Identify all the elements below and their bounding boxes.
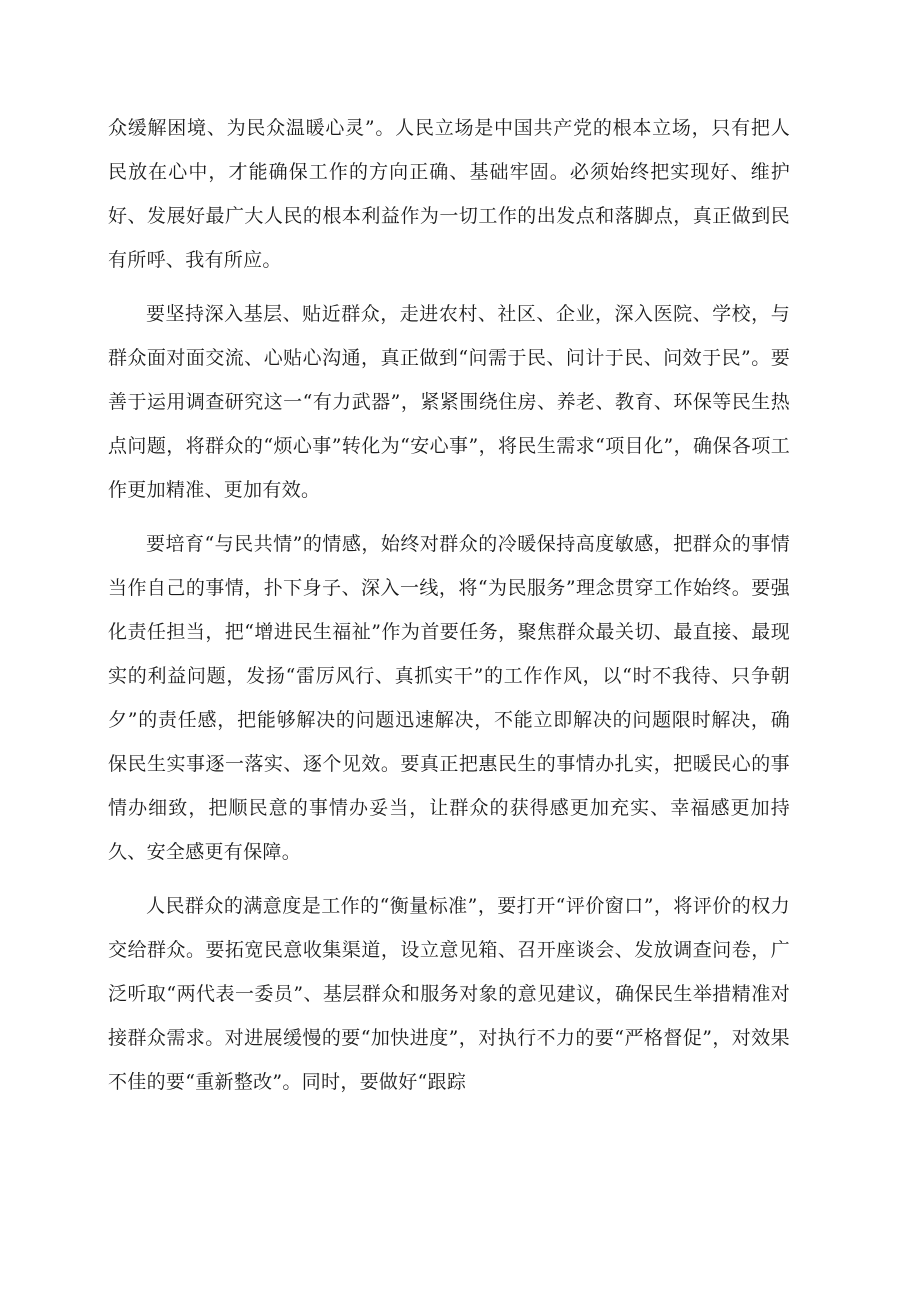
paragraph-4: 人民群众的满意度是工作的“衡量标准”，要打开“评价窗口”，将评价的权力交给群众。要拓宽民意收集渠道，设立意见箱、召开座谈会、发放调查问卷，广泛听取“两代表一委员”、基层群众和服务对象的意见建议，确保民生举措精准对接群众需求。对进展缓慢的要“加快进度”，对执行不力的要“严格督促”，对效果不佳的要“重新整改”。同时，要做好“跟踪 bbox=[108, 895, 790, 1093]
paragraph-1: 众缓解困境、为民众温暖心灵”。人民立场是中国共产党的根本立场，只有把人民放在心中，才能确保工作的方向正确、基础牢固。必须始终把实现好、维护好、发展好最广大人民的根本利益作为一切工作的出发点和落脚点，真正做到民有所呼、我有所应。 bbox=[108, 117, 790, 271]
paragraph-3: 要培育“与民共情”的情感，始终对群众的冷暖保持高度敏感，把群众的事情当作自己的事情，扑下身子、深入一线，将“为民服务”理念贯穿工作始终。要强化责任担当，把“增进民生福祉”作为首要任务，聚焦群众最关切、最直接、最现实的利益问题，发扬“雷厉风行、真抓实干”的工作作风，以“时不我待、只争朝夕”的责任感，把能够解决的问题迅速解决，不能立即解决的问题限时解决，确保民生实事逐一落实、逐个见效。要真正把惠民生的事情办扎实，把暖民心的事情办细致，把顺民意的事情办妥当，让群众的获得感更加充实、幸福感更加持久、安全感更有保障。 bbox=[108, 533, 790, 863]
document-body bbox=[108, 106, 790, 1114]
paragraph-2: 要坚持深入基层、贴近群众，走进农村、社区、企业，深入医院、学校，与群众面对面交流、心贴心沟通，真正做到“问需于民、问计于民、问效于民”。要善于运用调查研究这一“有力武器”，紧紧围绕住房、养老、教育、环保等民生热点问题，将群众的“烦心事”转化为“安心事”，将民生需求“项目化”，确保各项工作更加精准、更加有效。 bbox=[108, 303, 790, 501]
